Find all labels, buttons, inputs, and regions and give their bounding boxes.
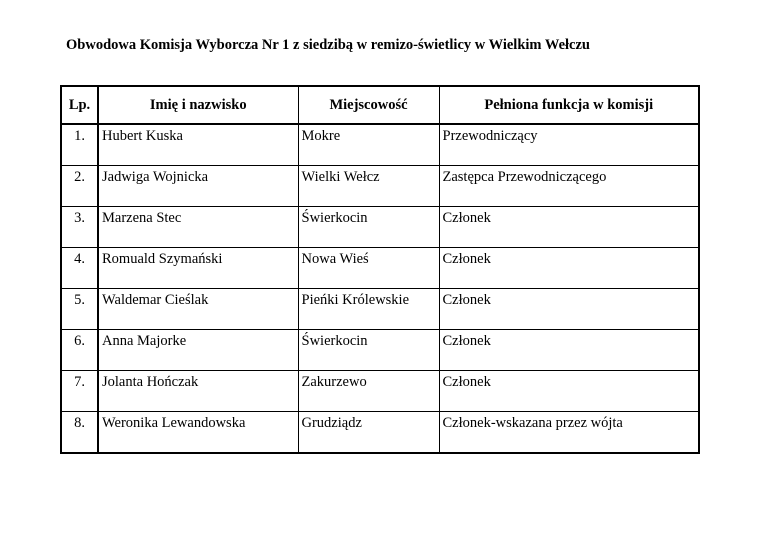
cell-name: Weronika Lewandowska <box>98 412 298 454</box>
cell-lp: 3. <box>61 207 98 248</box>
cell-lp: 7. <box>61 371 98 412</box>
cell-lp: 8. <box>61 412 98 454</box>
table-row <box>61 166 699 207</box>
cell-town: Nowa Wieś <box>298 248 439 289</box>
cell-role: Przewodniczący <box>439 124 699 166</box>
table-row <box>61 289 699 330</box>
cell-lp: 5. <box>61 289 98 330</box>
cell-name: Romuald Szymański <box>98 248 298 289</box>
cell-name: Waldemar Cieślak <box>98 289 298 330</box>
cell-role: Członek <box>439 248 699 289</box>
cell-name: Anna Majorke <box>98 330 298 371</box>
committee-table <box>60 85 700 454</box>
cell-name: Jolanta Hończak <box>98 371 298 412</box>
table-header-row <box>61 86 699 124</box>
cell-lp: 1. <box>61 124 98 166</box>
cell-role: Członek <box>439 289 699 330</box>
cell-role: Członek <box>439 330 699 371</box>
cell-town: Grudziądz <box>298 412 439 454</box>
header-name: Imię i nazwisko <box>98 86 298 124</box>
header-role: Pełniona funkcja w komisji <box>439 86 699 124</box>
cell-role: Członek <box>439 371 699 412</box>
cell-town: Świerkocin <box>298 207 439 248</box>
cell-town: Mokre <box>298 124 439 166</box>
cell-lp: 2. <box>61 166 98 207</box>
cell-name: Hubert Kuska <box>98 124 298 166</box>
table-row <box>61 248 699 289</box>
cell-town: Zakurzewo <box>298 371 439 412</box>
header-town: Miejscowość <box>298 86 439 124</box>
cell-role: Członek <box>439 207 699 248</box>
cell-lp: 6. <box>61 330 98 371</box>
document-title: Obwodowa Komisja Wyborcza Nr 1 z siedzibą w remizo-świetlicy w Wielkim Wełczu <box>66 37 590 53</box>
cell-name: Jadwiga Wojnicka <box>98 166 298 207</box>
cell-town: Świerkocin <box>298 330 439 371</box>
table-row <box>61 207 699 248</box>
table-row <box>61 412 699 454</box>
table-row <box>61 124 699 166</box>
cell-town: Pieńki Królewskie <box>298 289 439 330</box>
cell-town: Wielki Wełcz <box>298 166 439 207</box>
table-row <box>61 330 699 371</box>
cell-role: Członek-wskazana przez wójta <box>439 412 699 454</box>
header-lp: Lp. <box>61 86 98 124</box>
cell-lp: 4. <box>61 248 98 289</box>
table-row <box>61 371 699 412</box>
cell-role: Zastępca Przewodniczącego <box>439 166 699 207</box>
cell-name: Marzena Stec <box>98 207 298 248</box>
